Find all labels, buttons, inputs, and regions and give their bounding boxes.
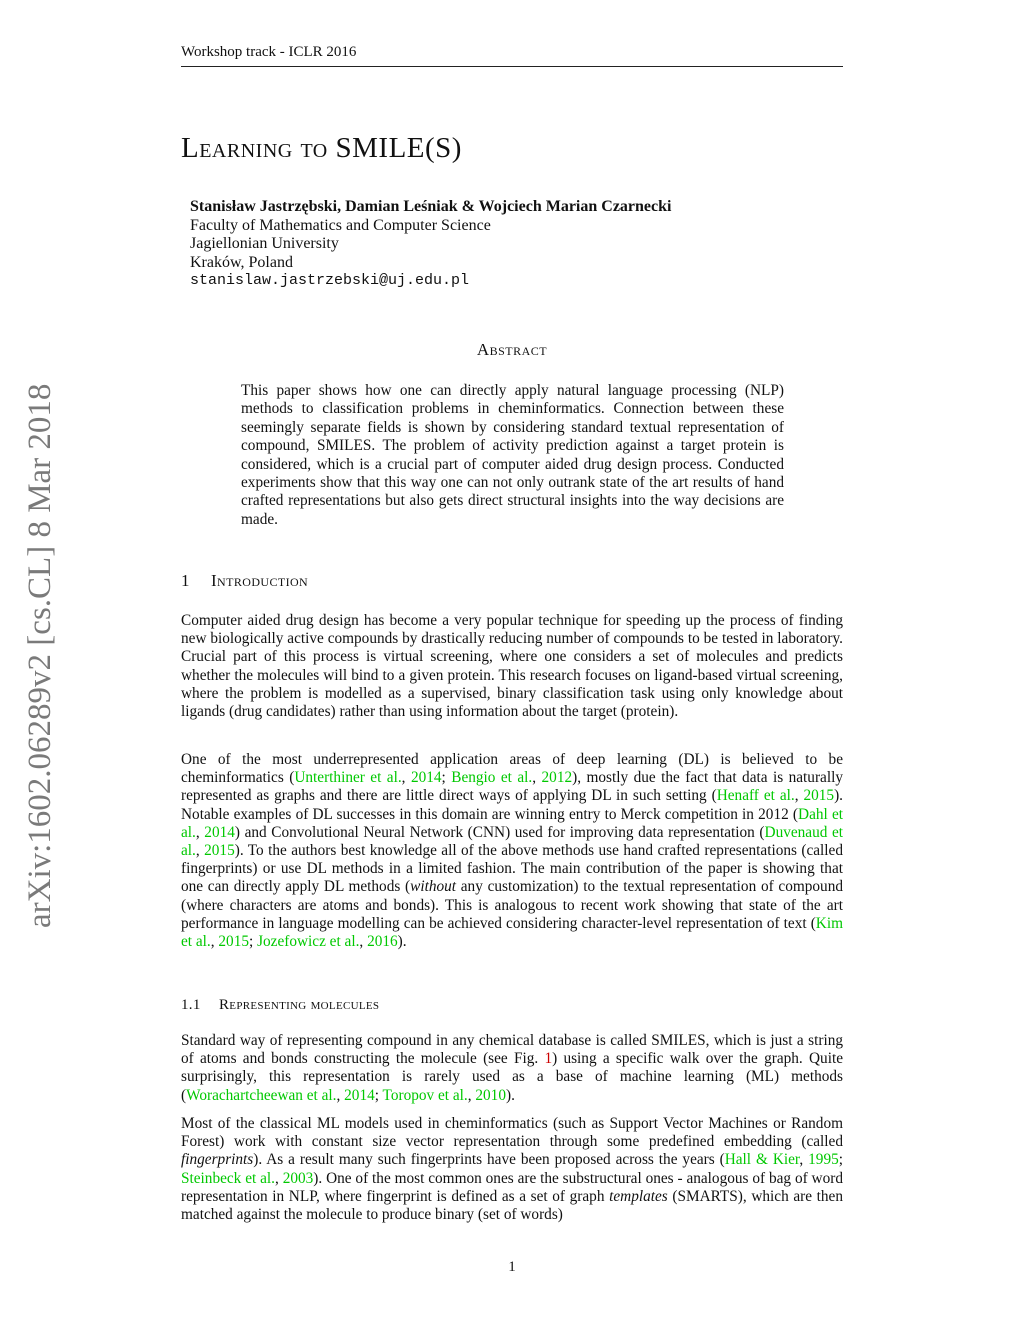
title-part-1: Learning to: [181, 132, 336, 164]
citation-link[interactable]: 2010: [475, 1086, 506, 1104]
section-number: 1: [181, 571, 190, 590]
citation-link[interactable]: Kim et al.: [181, 914, 843, 951]
author-location: Kraków, Poland: [190, 253, 293, 271]
author-names: Stanisław Jastrzębski, Damian Leśniak & Wojciech Marian Czarnecki: [190, 198, 672, 215]
section-heading-introduction: [181, 571, 308, 591]
paper-title: [181, 132, 462, 165]
author-university: Jagiellonian University: [190, 235, 339, 252]
citation-link[interactable]: Toropov et al.: [382, 1086, 468, 1104]
citation-link[interactable]: 2015: [204, 842, 235, 860]
section-title: Introduction: [211, 571, 309, 590]
citation-link[interactable]: Duvenaud et al.: [181, 823, 844, 860]
citation-link[interactable]: 2015: [803, 787, 835, 805]
citation-link[interactable]: Hall & Kier: [724, 1151, 800, 1169]
citation-link[interactable]: 2003: [282, 1169, 314, 1187]
citation-link[interactable]: 2012: [541, 769, 573, 787]
citation-link[interactable]: Jozefowicz et al.: [257, 933, 360, 951]
abstract-text: This paper shows how one can directly apply natural language processing (NLP) methods to classification problems in cheminformatics. Connection between these seemingly separate fields is shown by considering standard textual representation of compound, SMILES. The problem of activity prediction against a target protein is considered, which is a crucial part of computer aided drug design process. Conducted experiments show that this way one can not only outrank state of the art results of hand crafted representations but also gets direct structural insights into the way decisions are made.: [241, 382, 784, 528]
author-affiliation: Faculty of Mathematics and Computer Science: [190, 216, 491, 234]
arxiv-identifier: arXiv:1602.06289v2 [cs.CL] 8 Mar 2018: [22, 383, 58, 928]
author-block: [190, 198, 671, 291]
citation-link[interactable]: 2014: [344, 1086, 375, 1104]
citation-link[interactable]: Dahl et al.: [181, 805, 843, 841]
citation-link[interactable]: Worachartcheewan et al.: [186, 1086, 337, 1104]
citation-link[interactable]: Unterthiner et al.: [294, 769, 402, 787]
title-part-2: SMILE(S): [335, 132, 462, 164]
molecules-paragraph-1: Standard way of representing compound in any chemical database is called SMILES, which is just a string of atoms and bonds constructing the molecule (see Fig. 1) using a specific walk over the graph. Quite surprisingly, this representation is rarely used as a base of machine learning (ML) methods (Worachartcheewan et al., 2014; Toropov et al., 2010).: [181, 1032, 843, 1104]
intro-paragraph-1: Computer aided drug design has become a very popular technique for speeding up the process of finding new biologically active compounds by drastically reducing number of compounds to be tested in laboratory. Crucial part of this process is virtual screening, where one considers a set of molecules and predicts whether the molecules will bind to a given protein. This research focuses on ligand-based virtual screening, where the problem is modelled as a supervised, binary classification task using only knowledge about ligands (drug candidates) rather than using information about the target (protein).: [181, 612, 843, 721]
citation-link[interactable]: 2015: [218, 933, 249, 951]
molecules-paragraph-2: Most of the classical ML models used in cheminformatics (such as Support Vector Machines or Random Forest) work with constant size vector representation through some predefined embedding (called fingerprints). As a result many such fingerprints have been proposed across the years (Hall & Kier, 1995; Steinbeck et al., 2003). One of the most common ones are the substructural ones - analogous of bag of word representation in NLP, where fingerprint is defined as a set of graph templates (SMARTS), which are then matched against the molecule to produce binary (set of words): [181, 1115, 843, 1224]
page-number: 1: [508, 1259, 516, 1275]
subsection-title: Representing molecules: [219, 997, 380, 1013]
figure-reference-link[interactable]: 1: [544, 1050, 553, 1068]
citation-link[interactable]: 2014: [204, 823, 235, 841]
subsection-number: 1.1: [181, 997, 201, 1013]
citation-link[interactable]: 2016: [367, 933, 398, 951]
subsection-heading-representing-molecules: [181, 997, 379, 1014]
citation-link[interactable]: Bengio et al.: [451, 769, 533, 787]
running-header: Workshop track - ICLR 2016: [181, 44, 843, 67]
citation-link[interactable]: Henaff et al.: [716, 787, 795, 805]
author-email[interactable]: stanislaw.jastrzebski@uj.edu.pl: [190, 272, 470, 289]
abstract-heading: Abstract: [476, 340, 548, 359]
intro-paragraph-2: One of the most underrepresented application areas of deep learning (DL) is believed to be cheminformatics (Unterthiner et al., 2014; Bengio et al., 2012), mostly due the fact that data is naturally represented as graphs and there are little direct ways of applying DL in such setting (Henaff et al., 2015). Notable examples of DL successes in this domain are winning entry to Merck competition in 2012 (Dahl et al., 2014) and Convolutional Neural Network (CNN) used for improving data representation (Duvenaud et al., 2015). To the authors best knowledge all of the above methods use hand crafted representations (called fingerprints) or use DL methods in a limited fashion. The main contribution of the paper is showing that one can directly apply DL methods (without any customization) to the textual representation of compound (where characters are atoms and bonds). This is analogous to recent work showing that state of the art performance in language modelling can be achieved considering character-level representation of text (Kim et al., 2015; Jozefowicz et al., 2016).: [181, 751, 844, 951]
citation-link[interactable]: 2014: [410, 769, 442, 787]
citation-link[interactable]: Steinbeck et al.: [181, 1169, 275, 1187]
citation-link[interactable]: 1995: [808, 1151, 839, 1169]
